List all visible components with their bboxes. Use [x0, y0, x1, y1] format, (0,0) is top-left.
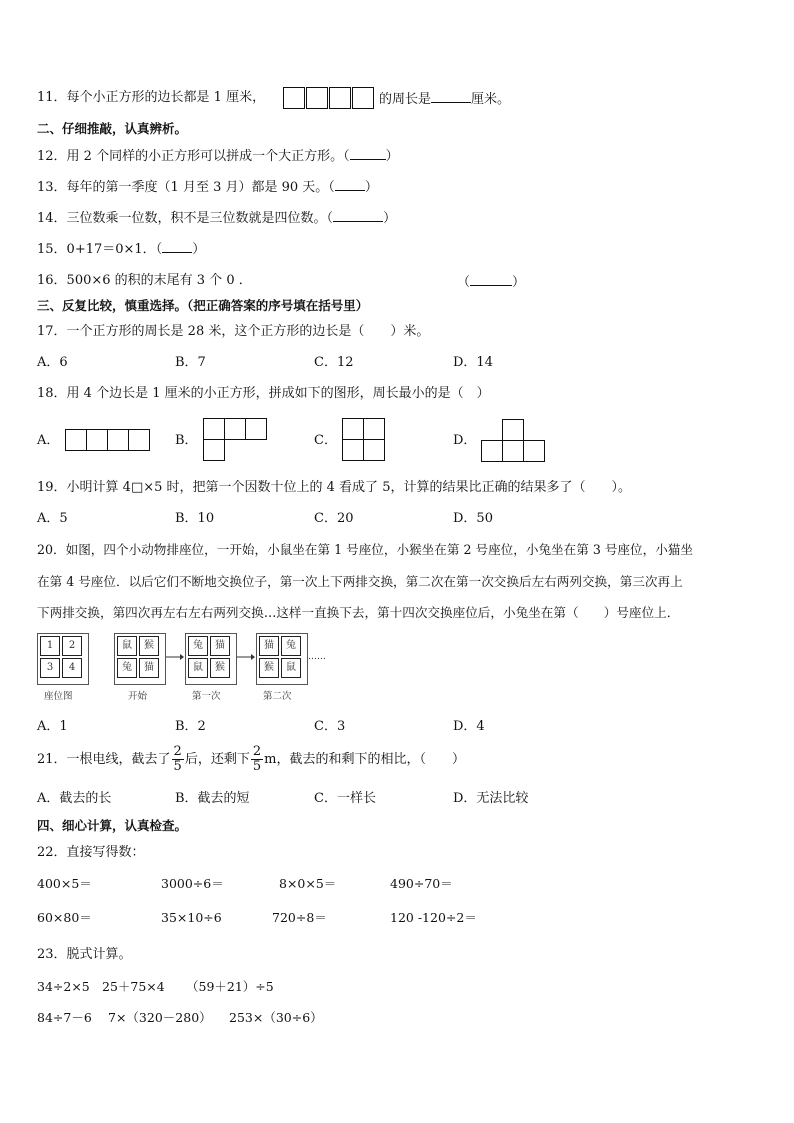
q19-option-b[interactable]: B．10 [175, 511, 215, 526]
q13-text: 13．每年的第一季度（1 月至 3 月）都是 90 天。 [37, 180, 329, 195]
paren-close: ） [383, 211, 397, 226]
paren-open: （ [457, 275, 471, 290]
q14 [37, 209, 396, 227]
small-square [107, 429, 129, 451]
small-square [481, 440, 503, 462]
q18-option-b-label[interactable]: B． [175, 433, 198, 448]
q18-option-d-label[interactable]: D． [453, 433, 477, 448]
paren-open: （ [155, 242, 163, 257]
small-square [363, 418, 385, 440]
q19-option-c[interactable]: C．20 [314, 511, 354, 526]
q23-item: 84÷7－6 [37, 1010, 92, 1025]
q11-text: 11．每个小正方形的边长都是 1 厘米， [37, 90, 266, 105]
section-4-heading: 四、细心计算，认真检查。 [37, 818, 188, 833]
q23-item: 253×（30÷6） [229, 1010, 323, 1025]
fraction-numerator: 2 [252, 744, 262, 759]
q20-option-d[interactable]: D．4 [453, 719, 485, 734]
q17-option-c[interactable]: C．12 [314, 355, 354, 370]
paren-open: （ [328, 180, 335, 195]
seat-cell: 兔 [281, 636, 301, 656]
small-square [502, 440, 524, 462]
fraction-denominator: 5 [252, 759, 262, 774]
paren-close: ） [192, 242, 206, 257]
q21-option-c[interactable]: C．一样长 [314, 791, 376, 806]
small-square [342, 439, 364, 461]
figure-caption: 第二次 [263, 691, 292, 702]
q16 [37, 273, 252, 289]
small-square [86, 429, 108, 451]
seat-cell: 猴 [139, 636, 159, 656]
q22-item: 8×0×5＝ [279, 876, 337, 891]
q17-option-a[interactable]: A．6 [37, 355, 68, 370]
q23-item: 7×（320－280） [108, 1010, 212, 1025]
small-square [203, 439, 225, 461]
q17-text: 17．一个正方形的周长是 28 米，这个正方形的边长是（ ）米。 [37, 324, 430, 339]
q22-item: 490÷70＝ [390, 876, 453, 891]
q12 [37, 147, 399, 165]
small-square [306, 87, 328, 109]
seat-cell: 猫 [210, 636, 230, 656]
figure-caption: 第一次 [192, 691, 221, 702]
seat-cell: 猴 [259, 658, 279, 678]
paren-close: ） [364, 180, 378, 195]
seat-cell: 兔 [188, 636, 208, 656]
q21-text-b: 后，还剩下 [184, 752, 250, 767]
q20-line-1: 20．如图，四个小动物排座位，一开始，小鼠坐在第 1 号座位，小猴坐在第 2 号座位，小兔坐在第 3 号座位，小猫坐 [37, 542, 693, 557]
paren-open: （ [326, 211, 334, 226]
answer-blank[interactable] [350, 147, 386, 160]
seat-figure [40, 636, 340, 706]
paren-close: ） [385, 149, 399, 164]
seat-cell: 猴 [210, 658, 230, 678]
small-square [65, 429, 87, 451]
q22-item: 120 -120÷2＝ [390, 910, 477, 925]
small-square [363, 439, 385, 461]
seat-cell: 鼠 [281, 658, 301, 678]
figure-caption: 座位图 [44, 691, 73, 702]
figure-frame [256, 633, 308, 685]
q23-item: （59＋21）÷5 [186, 979, 274, 994]
q12-text: 12．用 2 个同样的小正方形可以拼成一个大正方形。 [37, 149, 344, 164]
q22-item: 35×10÷6 [161, 910, 222, 925]
fraction [251, 745, 263, 774]
seat-cell: 3 [40, 658, 60, 678]
q18-text: 18．用 4 个边长是 1 厘米的小正方形，拼成如下的图形，周长最小的是（ ） [37, 386, 490, 401]
small-square [342, 418, 364, 440]
q13 [37, 178, 378, 196]
q17-option-d[interactable]: D．14 [453, 355, 493, 370]
answer-blank[interactable] [333, 209, 383, 222]
small-square [245, 418, 267, 440]
q18-option-c-label[interactable]: C． [314, 433, 337, 448]
small-square [224, 418, 246, 440]
q20-option-b[interactable]: B．2 [175, 719, 206, 734]
q17-option-b[interactable]: B．7 [175, 355, 206, 370]
small-square [502, 419, 524, 441]
small-square [283, 87, 305, 109]
q11-unit: 厘米。 [471, 92, 511, 107]
small-square [329, 87, 351, 109]
q23-item: 25＋75×4 [102, 979, 165, 994]
figure-frame [37, 633, 89, 685]
q22-title: 22．直接写得数： [37, 845, 145, 860]
q23-item: 34÷2×5 [37, 979, 90, 994]
paren-open: （ [343, 149, 350, 164]
arrow-right-icon [237, 652, 255, 662]
section-2-heading: 二、仔细推敲，认真辨析。 [37, 121, 188, 136]
small-square [352, 87, 374, 109]
q20-option-a[interactable]: A．1 [37, 719, 68, 734]
q11-square-strip [283, 87, 378, 109]
small-square [203, 418, 225, 440]
q21 [37, 743, 465, 777]
seat-cell: 兔 [117, 658, 137, 678]
fraction [172, 745, 184, 774]
q14-text: 14．三位数乘一位数，积不是三位数就是四位数。 [37, 211, 327, 226]
q21-option-a[interactable]: A．截去的长 [37, 791, 112, 806]
figure-caption: 开始 [128, 691, 148, 702]
arrow-right-icon [166, 652, 184, 662]
figure-frame [114, 633, 166, 685]
answer-blank[interactable] [431, 90, 471, 103]
fraction-denominator: 5 [173, 759, 182, 774]
q11-tail [379, 90, 510, 108]
ellipsis: …… [308, 652, 326, 662]
q20-line-3: 下两排交换，第四次再左右左右两列交换…这样一直换下去，第十四次交换座位后，小兔坐在第（ ）号座位上． [37, 605, 680, 620]
q22-item: 720÷8＝ [272, 910, 327, 925]
q23-title: 23．脱式计算。 [37, 947, 132, 962]
q22-item: 60×80＝ [37, 910, 92, 925]
q22-item: 3000÷6＝ [161, 876, 224, 891]
q19-option-d[interactable]: D．50 [453, 511, 493, 526]
seat-cell: 2 [62, 636, 82, 656]
q21-option-b[interactable]: B．截去的短 [175, 791, 250, 806]
figure-frame [185, 633, 237, 685]
fraction-numerator: 2 [173, 744, 182, 759]
q16-answer [457, 273, 525, 291]
seat-cell: 猫 [259, 636, 279, 656]
small-square [523, 440, 545, 462]
q21-text-a: 21．一根电线，截去了 [37, 752, 171, 767]
q20-line-2: 在第 4 号座位．以后它们不断地交换位子，第一次上下两排交换，第二次在第一次交换后左右两列交换，第三次再上 [37, 574, 683, 589]
answer-blank[interactable] [335, 178, 365, 191]
q15 [37, 240, 205, 258]
q15-text: 15．0+17＝0×1． [37, 242, 156, 257]
answer-blank[interactable] [470, 273, 512, 286]
q20-option-c[interactable]: C．3 [314, 719, 346, 734]
q16-text: 16．500×6 的积的末尾有 3 个 0 ． [37, 273, 252, 288]
q19-option-a[interactable]: A．5 [37, 511, 68, 526]
answer-blank[interactable] [162, 240, 192, 253]
seat-cell: 猫 [139, 658, 159, 678]
q11-text-after: 的周长是 [379, 92, 432, 107]
seat-cell: 1 [40, 636, 60, 656]
section-3-heading: 三、反复比较，慎重选择。（把正确答案的序号填在括号里） [37, 298, 369, 313]
q11 [37, 90, 265, 106]
q18-option-a-label[interactable]: A． [37, 433, 60, 448]
q22-item: 400×5＝ [37, 876, 92, 891]
paren-close: ） [512, 275, 526, 290]
q21-text-c: m，截去的和剩下的相比，（ ） [264, 752, 465, 767]
q21-option-d[interactable]: D．无法比较 [453, 791, 529, 806]
small-square [128, 429, 150, 451]
seat-cell: 4 [62, 658, 82, 678]
seat-cell: 鼠 [188, 658, 208, 678]
q19-text: 19．小明计算 4□×5 时，把第一个因数十位上的 4 看成了 5，计算的结果比正确的结果多了（ ）。 [37, 480, 631, 495]
seat-cell: 鼠 [117, 636, 137, 656]
